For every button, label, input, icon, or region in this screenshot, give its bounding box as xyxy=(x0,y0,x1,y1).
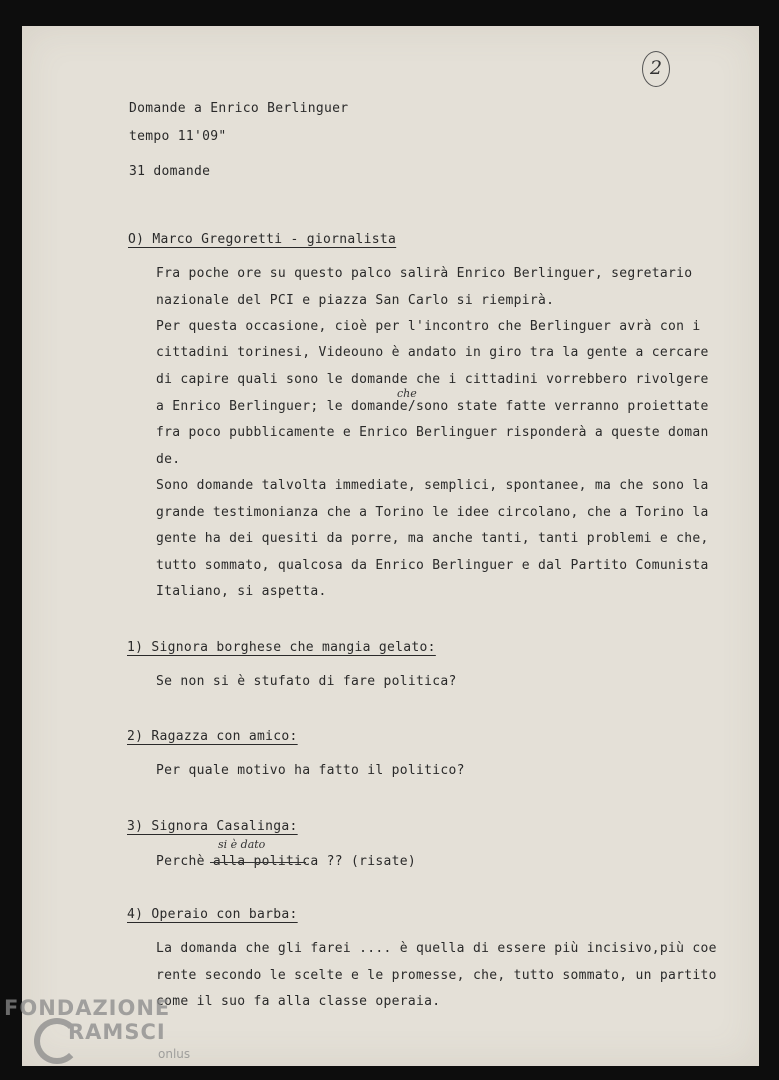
document-title: Domande a Enrico Berlinguer xyxy=(129,101,349,116)
question-3-label: 3) Signora Casalinga: xyxy=(127,819,298,834)
strike-through xyxy=(210,862,306,863)
page-number-circle xyxy=(642,51,670,87)
q0-line-12: tutto sommato, qualcosa da Enrico Berlinguer e dal Partito Comunista xyxy=(156,558,709,573)
q0-line-10: grande testimonianza che a Torino le idee circolano, che a Torino la xyxy=(156,505,709,520)
question-4-label: 4) Operaio con barba: xyxy=(127,907,298,922)
question-2-text: Per quale motivo ha fatto il politico? xyxy=(156,763,465,778)
question-count: 31 domande xyxy=(129,164,211,179)
duration: tempo 11'09" xyxy=(129,129,227,144)
q0-line-3: Per questa occasione, cioè per l'incontro che Berlinguer avrà con i xyxy=(156,319,701,334)
watermark-line-1: FONDAZIONE xyxy=(4,996,171,1020)
q0-line-1: Fra poche ore su questo palco salirà Enrico Berlinguer, segretario xyxy=(156,266,693,281)
q4-line-3: come il suo fa alla classe operaia. xyxy=(156,994,441,1009)
question-3-text: Perchè alla politica ?? (risate) xyxy=(156,854,417,869)
q0-line-4: cittadini torinesi, Videouno è andato in giro tra la gente a cercare xyxy=(156,345,709,360)
question-0-label: O) Marco Gregoretti - giornalista xyxy=(128,232,397,247)
q4-line-2: rente secondo le scelte e le promesse, che, tutto sommato, un partito xyxy=(156,968,717,983)
page-number: 2 xyxy=(649,57,663,79)
q4-line-1: La domanda che gli farei .... è quella di essere più incisivo,più coe xyxy=(156,941,717,956)
watermark-line-2: RAMSCI xyxy=(68,1020,166,1044)
q0-line-5: di capire quali sono le domande che i cittadini vorrebbero rivolgere xyxy=(156,372,709,387)
q0-line-7: fra poco pubblicamente e Enrico Berlinguer risponderà a queste doman xyxy=(156,425,709,440)
q0-line-2: nazionale del PCI e piazza San Carlo si riempirà. xyxy=(156,293,555,308)
watermark-line-3: onlus xyxy=(158,1047,191,1061)
question-1-text: Se non si è stufato di fare politica? xyxy=(156,674,457,689)
question-1-label: 1) Signora borghese che mangia gelato: xyxy=(127,640,436,655)
q0-line-9: Sono domande talvolta immediate, semplici, spontanee, ma che sono la xyxy=(156,478,709,493)
q0-line-13: Italiano, si aspetta. xyxy=(156,584,327,599)
document-page xyxy=(22,26,759,1066)
q0-line-11: gente ha dei quesiti da porre, ma anche tanti, tanti problemi e che, xyxy=(156,531,709,546)
q0-line-8: de. xyxy=(156,452,181,467)
q0-line-6: a Enrico Berlinguer; le domande/sono state fatte verranno proiettate xyxy=(156,399,709,414)
handwritten-insert-si-e-dato: si è dato xyxy=(218,838,266,851)
question-2-label: 2) Ragazza con amico: xyxy=(127,729,298,744)
handwritten-insert-che: che xyxy=(397,387,417,400)
